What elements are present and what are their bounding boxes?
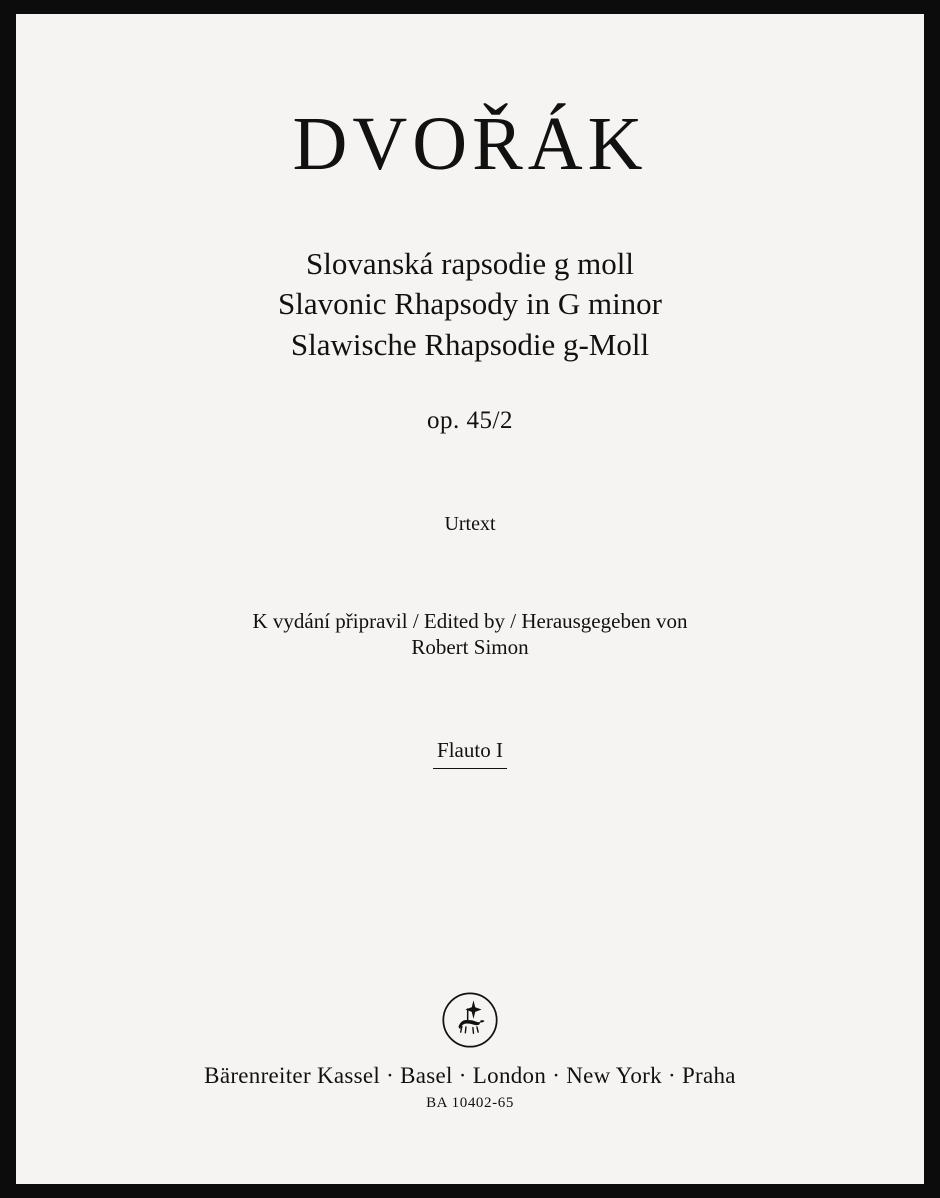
opus-number: op. 45/2 [427, 406, 513, 434]
title-german: Slawische Rhapsodie g-Moll [290, 326, 650, 362]
title-english: Slavonic Rhapsody in G minor [277, 286, 663, 322]
publisher-cities: Bärenreiter Kassel · Basel · London · New York · Praha [204, 1063, 736, 1088]
composer-name: DVOŘÁK [292, 102, 648, 186]
title-czech: Slovanská rapsodie g moll [305, 246, 635, 281]
title-page [16, 14, 924, 1184]
edition-type: Urtext [444, 512, 496, 535]
part-designation: Flauto I [433, 738, 507, 769]
editor-credit [252, 608, 687, 661]
plate-number: BA 10402-65 [426, 1095, 514, 1111]
editor-name: Robert Simon [411, 635, 529, 660]
editor-credit-line-1: K vydání připravil / Edited by / Herausgegeben von [252, 608, 688, 633]
publisher-block [16, 991, 924, 1112]
work-title-group [278, 244, 662, 365]
baerenreiter-lamb-icon [441, 991, 499, 1049]
